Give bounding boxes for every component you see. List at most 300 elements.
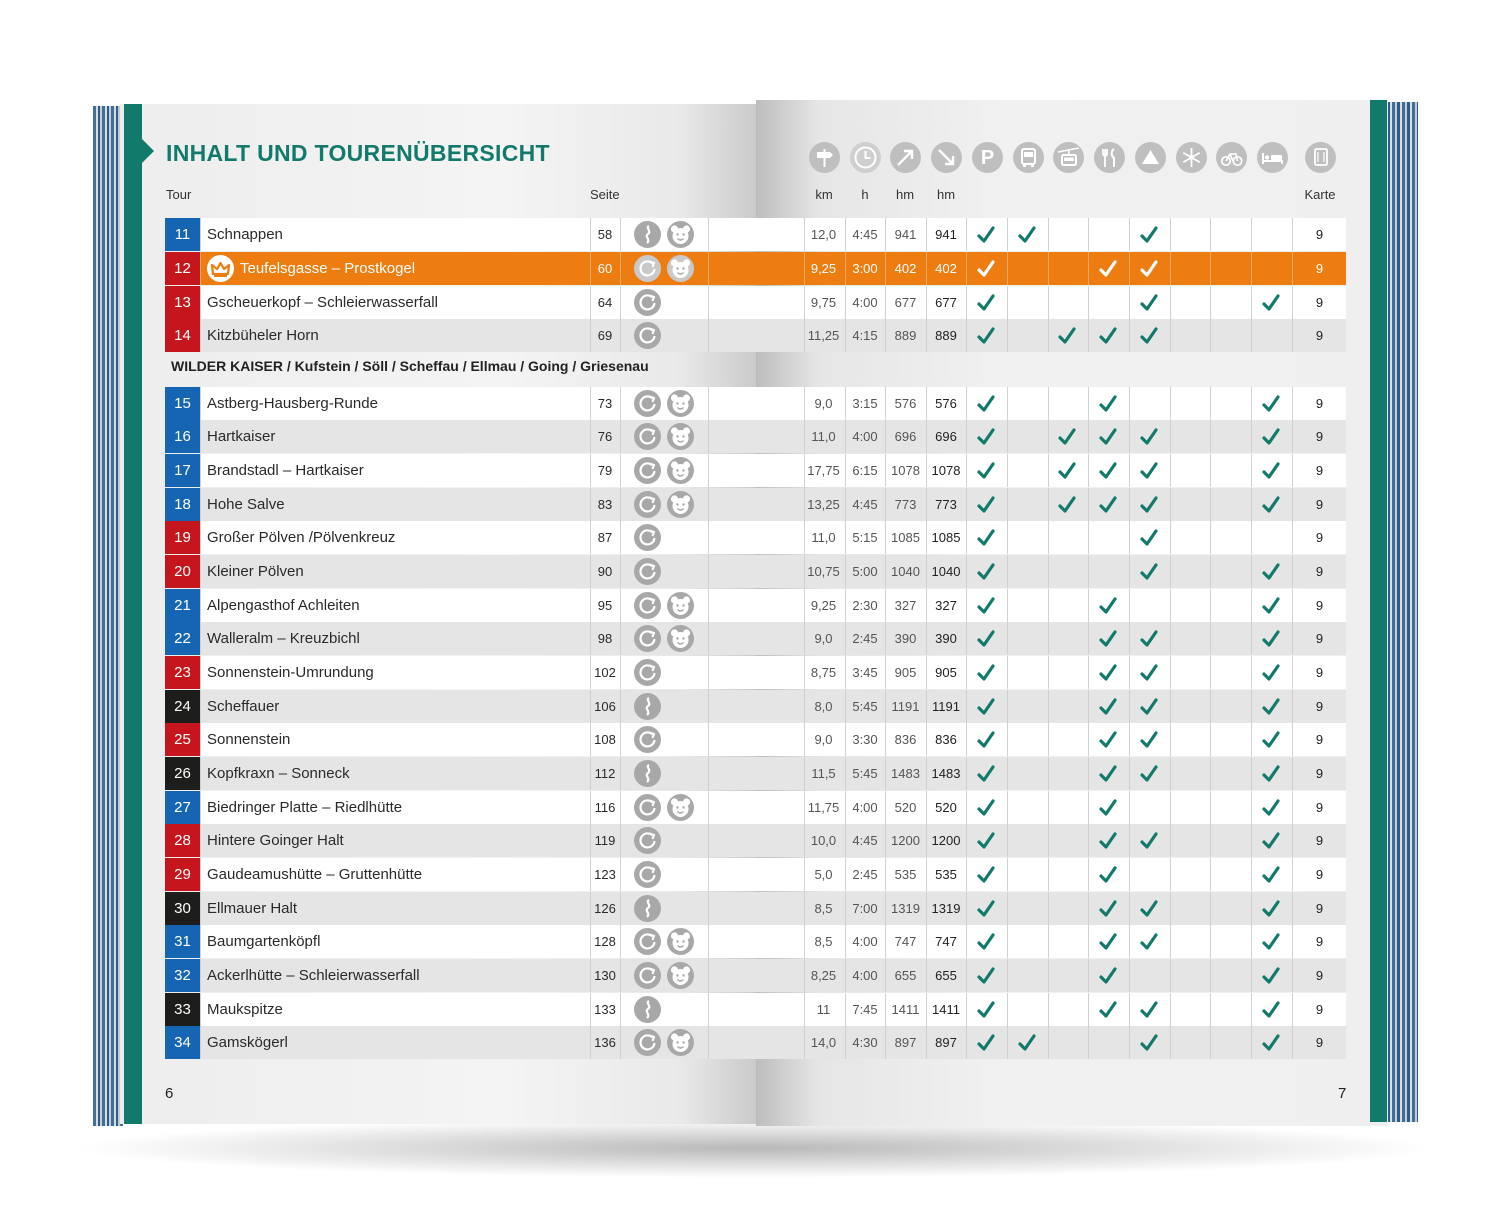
loop-route-icon xyxy=(634,289,661,316)
tour-row[interactable] xyxy=(165,858,1346,891)
cell-divider xyxy=(1251,454,1252,487)
tour-number: 17 xyxy=(165,454,200,487)
loop-route-icon xyxy=(634,827,661,854)
cell-divider xyxy=(200,218,201,251)
check-icon xyxy=(976,293,996,313)
cell-divider xyxy=(1007,252,1008,285)
tour-km: 11,0 xyxy=(811,429,836,444)
cell-divider xyxy=(1007,824,1008,857)
cell-divider xyxy=(1210,723,1211,756)
tour-row[interactable] xyxy=(165,521,1346,554)
tour-row[interactable] xyxy=(165,589,1346,622)
tour-km: 9,25 xyxy=(810,598,837,613)
cell-divider xyxy=(1251,757,1252,790)
tour-name: Hohe Salve xyxy=(207,496,285,513)
tour-down: 889 xyxy=(935,328,957,343)
check-icon xyxy=(1057,461,1077,481)
check-icon xyxy=(1098,394,1118,414)
loop-route-icon xyxy=(634,928,661,955)
tour-name: Scheffauer xyxy=(207,698,280,715)
tour-up: 1078 xyxy=(891,463,920,478)
descent-icon xyxy=(931,142,962,173)
check-icon xyxy=(1098,798,1118,818)
tour-name: Astberg-Hausberg-Runde xyxy=(207,395,378,412)
tour-row[interactable] xyxy=(165,757,1346,790)
cell-divider xyxy=(620,1026,621,1059)
cell-divider xyxy=(1088,791,1089,824)
check-icon xyxy=(1098,427,1118,447)
cell-divider xyxy=(1251,1026,1252,1059)
cell-divider xyxy=(1210,555,1211,588)
cell-divider xyxy=(1251,387,1252,420)
cell-divider xyxy=(1007,959,1008,992)
tour-row[interactable] xyxy=(165,319,1346,352)
cell-divider xyxy=(1048,218,1049,251)
cell-divider xyxy=(1088,993,1089,1026)
tour-name: Baumgartenköpfl xyxy=(207,933,321,950)
tour-h: 2:45 xyxy=(852,631,878,646)
svg-text:P: P xyxy=(980,147,995,169)
tour-down: 1411 xyxy=(932,1002,960,1017)
tour-number: 14 xyxy=(165,319,200,352)
tour-h: 4:45 xyxy=(852,227,878,242)
cell-divider xyxy=(1129,925,1130,958)
cell-divider xyxy=(1129,488,1130,521)
check-icon xyxy=(1098,966,1118,986)
tour-name: Hartkaiser xyxy=(207,428,276,445)
tour-km: 10,75 xyxy=(807,564,840,579)
tour-row[interactable] xyxy=(165,723,1346,756)
check-icon xyxy=(976,865,996,885)
tour-name: Großer Pölven /Pölvenkreuz xyxy=(207,529,396,546)
tour-up: 1040 xyxy=(891,564,920,579)
tour-km: 8,0 xyxy=(814,699,833,714)
family-friendly-icon xyxy=(667,491,694,518)
family-friendly-icon xyxy=(667,457,694,484)
cable-car-icon xyxy=(1053,142,1084,173)
check-icon xyxy=(1098,730,1118,750)
tour-number: 15 xyxy=(165,387,200,420)
family-friendly-icon xyxy=(667,928,694,955)
tour-row[interactable] xyxy=(165,791,1346,824)
cell-divider xyxy=(1170,521,1171,554)
check-icon xyxy=(1261,427,1281,447)
check-icon xyxy=(1139,225,1159,245)
tour-down: 941 xyxy=(935,227,957,242)
cell-divider xyxy=(1170,925,1171,958)
cell-divider xyxy=(1129,589,1130,622)
cell-divider xyxy=(1007,286,1008,319)
check-icon xyxy=(1261,495,1281,515)
tour-karte: 9 xyxy=(1315,1002,1324,1017)
tour-number: 12 xyxy=(165,252,200,285)
check-icon xyxy=(976,259,996,279)
tour-h: 5:45 xyxy=(852,699,878,714)
cell-divider xyxy=(1251,656,1252,689)
cell-divider xyxy=(966,488,967,521)
tour-up: 1411 xyxy=(891,1002,920,1017)
cell-divider xyxy=(708,690,709,723)
cell-divider xyxy=(1210,286,1211,319)
tour-row[interactable] xyxy=(165,959,1346,992)
cell-divider xyxy=(708,454,709,487)
cell-divider xyxy=(966,858,967,891)
cell-divider xyxy=(1048,387,1049,420)
cell-divider xyxy=(1048,319,1049,352)
check-icon xyxy=(1261,798,1281,818)
tour-km: 10,0 xyxy=(810,833,837,848)
tour-karte: 9 xyxy=(1315,1035,1324,1050)
cell-divider xyxy=(966,252,967,285)
cell-divider xyxy=(620,521,621,554)
tour-row[interactable] xyxy=(165,454,1346,487)
cell-divider xyxy=(1129,892,1130,925)
tour-row[interactable] xyxy=(165,656,1346,689)
cell-divider xyxy=(1088,454,1089,487)
cell-divider xyxy=(200,858,201,891)
tour-number: 24 xyxy=(165,690,200,723)
tour-row[interactable] xyxy=(165,622,1346,655)
tour-h: 3:45 xyxy=(852,665,878,680)
cell-divider xyxy=(1129,218,1130,251)
check-icon xyxy=(1098,764,1118,784)
cell-divider xyxy=(1251,420,1252,453)
check-icon xyxy=(1261,899,1281,919)
cell-divider xyxy=(1210,824,1211,857)
tour-down: 1078 xyxy=(931,463,961,478)
tour-number: 25 xyxy=(165,723,200,756)
check-icon xyxy=(1261,831,1281,851)
check-icon xyxy=(1057,326,1077,346)
cell-divider xyxy=(1129,454,1130,487)
family-friendly-icon xyxy=(667,592,694,619)
cell-divider xyxy=(708,521,709,554)
tour-row[interactable] xyxy=(165,925,1346,958)
cell-divider xyxy=(1210,858,1211,891)
check-icon xyxy=(976,326,996,346)
tour-number: 16 xyxy=(165,420,200,453)
tour-number: 23 xyxy=(165,656,200,689)
cell-divider xyxy=(1088,858,1089,891)
summit-icon xyxy=(1135,142,1166,173)
tour-row[interactable] xyxy=(165,286,1346,319)
cell-divider xyxy=(1210,218,1211,251)
cell-divider xyxy=(200,824,201,857)
tour-h: 4:00 xyxy=(852,934,878,949)
cell-divider xyxy=(1129,555,1130,588)
tour-down: 390 xyxy=(935,631,957,646)
check-icon xyxy=(976,427,996,447)
check-icon xyxy=(1139,629,1159,649)
tour-page: 87 xyxy=(597,530,613,545)
cell-divider xyxy=(1251,993,1252,1026)
tour-name: Gscheuerkopf – Schleierwasserfall xyxy=(207,294,438,311)
cell-divider xyxy=(1210,252,1211,285)
tour-karte: 9 xyxy=(1315,631,1324,646)
tour-row[interactable] xyxy=(165,387,1346,420)
check-icon xyxy=(1098,629,1118,649)
tour-karte: 9 xyxy=(1315,934,1324,949)
cell-divider xyxy=(1048,959,1049,992)
tour-h: 4:45 xyxy=(852,497,878,512)
tour-karte: 9 xyxy=(1315,699,1324,714)
cell-divider xyxy=(708,925,709,958)
cell-divider xyxy=(708,656,709,689)
cell-divider xyxy=(1088,622,1089,655)
tour-down: 897 xyxy=(935,1035,957,1050)
tour-row[interactable] xyxy=(165,488,1346,521)
tour-number: 21 xyxy=(165,589,200,622)
tour-h: 4:00 xyxy=(852,429,878,444)
check-icon xyxy=(1098,932,1118,952)
tour-down: 1200 xyxy=(931,833,961,848)
one-way-route-icon xyxy=(634,996,661,1023)
tour-row[interactable] xyxy=(165,252,1346,285)
tour-up: 747 xyxy=(894,934,917,949)
tour-down: 677 xyxy=(935,295,957,310)
check-icon xyxy=(1017,1033,1037,1053)
cell-divider xyxy=(620,993,621,1026)
tour-km: 8,75 xyxy=(810,665,837,680)
cell-divider xyxy=(1251,959,1252,992)
loop-route-icon xyxy=(634,794,661,821)
check-icon xyxy=(1261,697,1281,717)
one-way-route-icon xyxy=(634,693,661,720)
loop-route-icon xyxy=(634,625,661,652)
check-icon xyxy=(1057,495,1077,515)
region-label: WILDER KAISER / Kufstein / Söll / Scheffau / Ellmau / Going / Griesenau xyxy=(171,358,649,374)
loop-route-icon xyxy=(634,491,661,518)
check-icon xyxy=(1261,394,1281,414)
tour-h: 7:00 xyxy=(852,901,878,916)
tour-number: 19 xyxy=(165,521,200,554)
cell-divider xyxy=(1088,959,1089,992)
cell-divider xyxy=(1048,925,1049,958)
check-icon xyxy=(1098,596,1118,616)
cell-divider xyxy=(620,959,621,992)
tour-name: Gaudeamushütte – Gruttenhütte xyxy=(207,866,423,883)
tour-up: 677 xyxy=(894,295,917,310)
tour-karte: 9 xyxy=(1315,598,1324,613)
tour-down: 747 xyxy=(935,934,957,949)
tour-number: 32 xyxy=(165,959,200,992)
cell-divider xyxy=(966,555,967,588)
cell-divider xyxy=(620,858,621,891)
family-friendly-icon xyxy=(667,423,694,450)
check-icon xyxy=(1139,831,1159,851)
cell-divider xyxy=(1129,858,1130,891)
check-icon xyxy=(976,798,996,818)
header-km: km xyxy=(815,187,833,202)
tour-up: 576 xyxy=(894,396,917,411)
cell-divider xyxy=(1048,723,1049,756)
cell-divider xyxy=(1088,387,1089,420)
cell-divider xyxy=(708,791,709,824)
cell-divider xyxy=(200,589,201,622)
cell-divider xyxy=(1088,723,1089,756)
accent-band-right xyxy=(1370,100,1387,1122)
cell-divider xyxy=(1170,454,1171,487)
check-icon xyxy=(1017,225,1037,245)
tour-number: 22 xyxy=(165,622,200,655)
cell-divider xyxy=(966,622,967,655)
check-icon xyxy=(976,966,996,986)
cell-divider xyxy=(620,723,621,756)
tour-down: 905 xyxy=(935,665,957,680)
tour-karte: 9 xyxy=(1315,295,1324,310)
cell-divider xyxy=(1088,824,1089,857)
cell-divider xyxy=(1251,589,1252,622)
tour-km: 9,0 xyxy=(814,732,833,747)
check-icon xyxy=(976,596,996,616)
cell-divider xyxy=(200,723,201,756)
restaurant-icon xyxy=(1094,142,1125,173)
cell-divider xyxy=(1007,791,1008,824)
cell-divider xyxy=(1088,690,1089,723)
cell-divider xyxy=(708,723,709,756)
tour-page: 119 xyxy=(594,833,616,848)
tour-row[interactable] xyxy=(165,420,1346,453)
check-icon xyxy=(1098,831,1118,851)
cell-divider xyxy=(620,824,621,857)
cell-divider xyxy=(1170,387,1171,420)
tour-row[interactable] xyxy=(165,824,1346,857)
check-icon xyxy=(1261,562,1281,582)
cell-divider xyxy=(1129,387,1130,420)
tour-karte: 9 xyxy=(1315,530,1324,545)
cell-divider xyxy=(1210,892,1211,925)
tour-number: 31 xyxy=(165,925,200,958)
cell-divider xyxy=(1170,252,1171,285)
check-icon xyxy=(1139,326,1159,346)
cell-divider xyxy=(620,656,621,689)
tour-km: 11,25 xyxy=(807,328,840,343)
cell-divider xyxy=(1088,521,1089,554)
cell-divider xyxy=(200,387,201,420)
cell-divider xyxy=(1088,656,1089,689)
check-icon xyxy=(1098,1000,1118,1020)
tour-page: 79 xyxy=(597,463,613,478)
tour-up: 390 xyxy=(894,631,917,646)
tour-karte: 9 xyxy=(1315,497,1324,512)
tour-karte: 9 xyxy=(1315,328,1324,343)
check-icon xyxy=(1139,1033,1159,1053)
cell-divider xyxy=(708,1026,709,1059)
tour-page: 64 xyxy=(597,295,613,310)
cell-divider xyxy=(708,959,709,992)
tour-row[interactable] xyxy=(165,690,1346,723)
tour-down: 1191 xyxy=(932,699,960,714)
tour-up: 402 xyxy=(894,261,917,276)
tour-up: 696 xyxy=(894,429,917,444)
cell-divider xyxy=(1088,892,1089,925)
cell-divider xyxy=(620,252,621,285)
cell-divider xyxy=(620,925,621,958)
tour-name: Brandstadl – Hartkaiser xyxy=(207,462,364,479)
cell-divider xyxy=(1210,488,1211,521)
tour-row[interactable] xyxy=(165,1026,1346,1059)
tour-h: 3:30 xyxy=(852,732,878,747)
cell-divider xyxy=(1170,1026,1171,1059)
tour-name: Biedringer Platte – Riedlhütte xyxy=(207,799,403,816)
cell-divider xyxy=(200,622,201,655)
cell-divider xyxy=(708,420,709,453)
loop-route-icon xyxy=(634,524,661,551)
cell-divider xyxy=(1129,959,1130,992)
tour-row[interactable] xyxy=(165,993,1346,1026)
family-friendly-icon xyxy=(667,1029,694,1056)
check-icon xyxy=(1261,865,1281,885)
tour-down: 1040 xyxy=(931,564,961,579)
tour-karte: 9 xyxy=(1315,867,1324,882)
tour-page: 116 xyxy=(594,800,616,815)
accent-band-left xyxy=(124,104,142,1124)
check-icon xyxy=(1098,461,1118,481)
cell-divider xyxy=(1048,656,1049,689)
cell-divider xyxy=(1170,858,1171,891)
check-icon xyxy=(1261,932,1281,952)
check-icon xyxy=(976,528,996,548)
cell-divider xyxy=(1007,555,1008,588)
tour-name: Hintere Goinger Halt xyxy=(207,832,344,849)
tour-row[interactable] xyxy=(165,892,1346,925)
tour-down: 576 xyxy=(935,396,957,411)
cell-divider xyxy=(966,286,967,319)
check-icon xyxy=(976,764,996,784)
check-icon xyxy=(1139,461,1159,481)
tour-page: 108 xyxy=(594,732,616,747)
tour-km: 9,0 xyxy=(814,631,833,646)
cell-divider xyxy=(1210,690,1211,723)
tour-number: 27 xyxy=(165,791,200,824)
tour-h: 3:00 xyxy=(852,261,878,276)
tour-number: 18 xyxy=(165,488,200,521)
cell-divider xyxy=(966,521,967,554)
tour-row[interactable] xyxy=(165,555,1346,588)
cell-divider xyxy=(1129,622,1130,655)
family-friendly-icon xyxy=(667,221,694,248)
cell-divider xyxy=(620,420,621,453)
cell-divider xyxy=(1129,1026,1130,1059)
cell-divider xyxy=(1048,622,1049,655)
check-icon xyxy=(1098,259,1118,279)
tour-down: 402 xyxy=(935,261,957,276)
cell-divider xyxy=(708,993,709,1026)
cell-divider xyxy=(966,1026,967,1059)
tour-row[interactable] xyxy=(165,218,1346,251)
check-icon xyxy=(976,663,996,683)
tour-karte: 9 xyxy=(1315,396,1324,411)
header-tour: Tour xyxy=(166,187,192,202)
tour-down: 327 xyxy=(935,598,957,613)
check-icon xyxy=(976,461,996,481)
tour-karte: 9 xyxy=(1315,833,1324,848)
cell-divider xyxy=(1170,993,1171,1026)
cell-divider xyxy=(1048,454,1049,487)
cell-divider xyxy=(1210,420,1211,453)
loop-route-icon xyxy=(634,962,661,989)
tour-name: Ellmauer Halt xyxy=(207,900,298,917)
tour-h: 4:00 xyxy=(852,800,878,815)
cell-divider xyxy=(620,589,621,622)
cell-divider xyxy=(1048,521,1049,554)
tour-up: 535 xyxy=(894,867,917,882)
cell-divider xyxy=(1048,824,1049,857)
tour-km: 9,25 xyxy=(810,261,837,276)
tour-km: 9,75 xyxy=(810,295,837,310)
book-shadow xyxy=(70,1118,1440,1178)
check-icon xyxy=(976,394,996,414)
